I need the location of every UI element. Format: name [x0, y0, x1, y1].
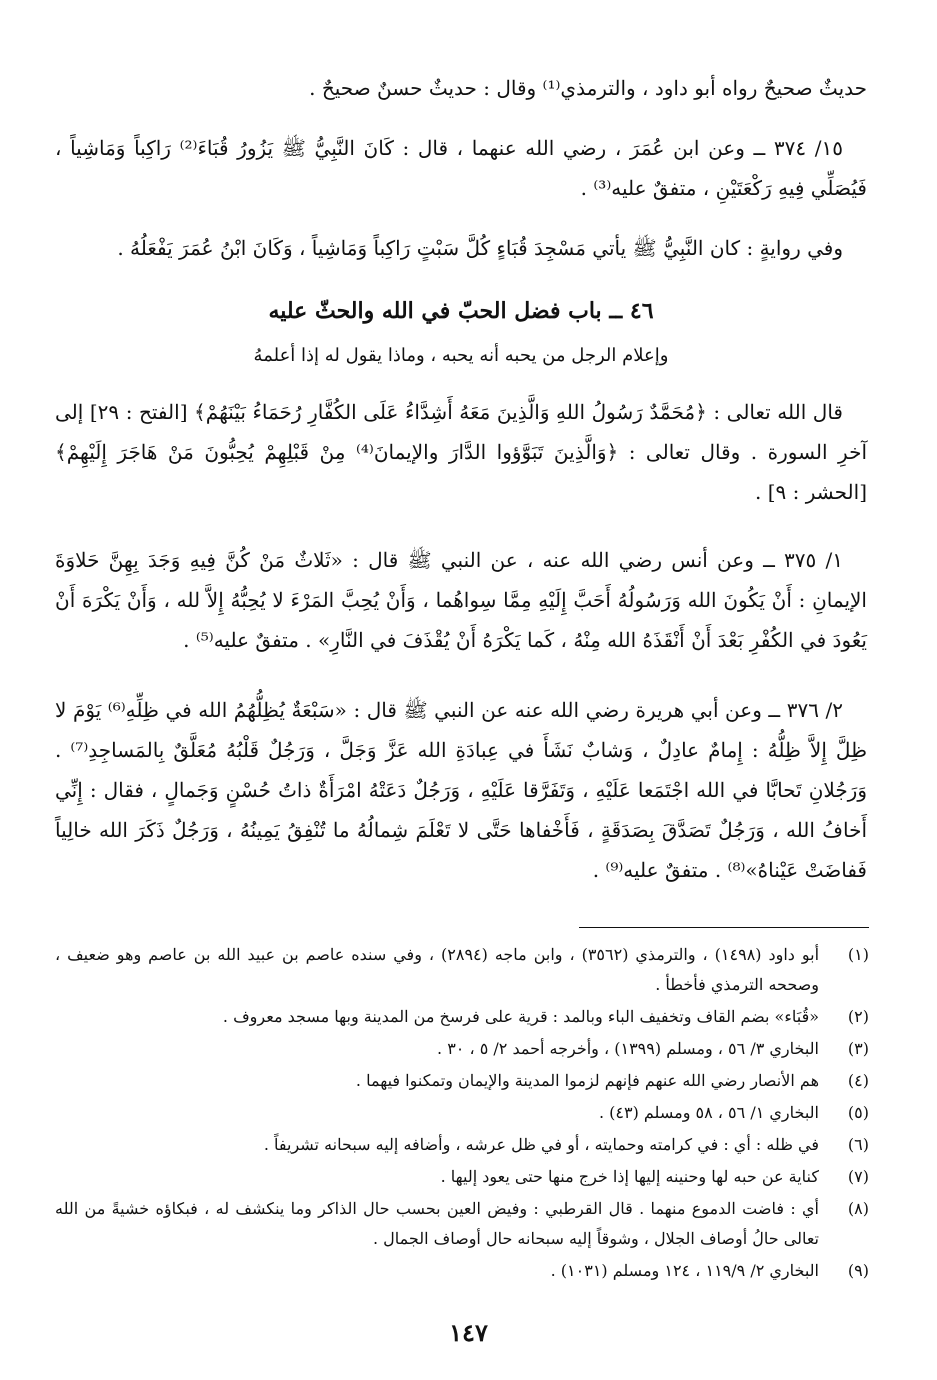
footnote-item [55, 1162, 869, 1192]
footnote-number: (٤) [847, 1071, 869, 1090]
footnote-item [55, 1002, 869, 1032]
footnote-text: البخاري ٣/ ٥٦ ، ومسلم (١٣٩٩) ، وأخرجه أحمد ٢/ ٥ ، ٣٠ . [437, 1039, 819, 1058]
footnote-text: في ظله : أي : في كرامته وحمايته ، أو في ظل عرشه ، وأضافه إليه سبحانه تشريفاً . [263, 1135, 819, 1154]
footnote-text: هم الأنصار رضي الله عنهم فإنهم لزموا المدينة والإيمان وتمكنوا فيهما . [355, 1071, 819, 1090]
footnote-item [55, 1256, 869, 1286]
footnote-number: (٨) [847, 1199, 869, 1218]
footnote-number: (٢) [847, 1007, 869, 1026]
footnote-text: كناية عن حبه لها وحنينه إليها إذا خرج منها حتى يعود إليها . [440, 1167, 819, 1186]
footnote-number: (٧) [847, 1167, 869, 1186]
footnote-text: أي : فاضت الدموع منهما . قال القرطبي : وفيض العين بحسب حال الذاكر وما ينكشف له ، فبكاؤه خشيةً من الله تعالى حالُ أوصاف الجلال ، وشوقاً إليه سبحانه حال أوصاف الجمال . [55, 1199, 820, 1248]
footnote-item [55, 1066, 869, 1096]
chapter-title: ٤٦ ــ باب فضل الحبّ في الله والحثّ عليه [268, 298, 654, 324]
footnotes [55, 940, 869, 1288]
footnote-divider [579, 927, 869, 928]
footnote-item [55, 940, 869, 1000]
footnote-number: (٦) [847, 1135, 869, 1154]
footnote-item [55, 1034, 869, 1064]
footnote-text: «قُبَاء» بضم القاف وتخفيف الباء وبالمد : قرية على فرسخ من المدينة وبها مسجد معروف . [222, 1007, 819, 1026]
chapter-subtitle: وإعلام الرجل من يحبه أنه يحبه ، وماذا يقول له إذا أعلمهُ [253, 345, 669, 366]
footnote-number: (٥) [847, 1103, 869, 1122]
footnote-item [55, 1194, 869, 1254]
footnote-number: (٣) [847, 1039, 869, 1058]
paragraph-hadith-ending: حديثٌ صحيحٌ رواه أبو داود ، والترمذي⁽¹⁾ وقال : حديثٌ حسنٌ صحيحٌ . [309, 76, 867, 100]
paragraph-hadith-374: ١٥/ ٣٧٤ ــ وعن ابن عُمَرَ ، رضي الله عنهما ، قال : كَانَ النَّبِيُّ ﷺ يَزُورُ قُبَاءَ⁽²⁾ رَاكِباً وَمَاشِياً ، فَيُصَلِّي فِيهِ رَكْعَتَيْنِ ، متفقٌ عليه⁽³⁾ . [55, 136, 867, 200]
footnote-item [55, 1130, 869, 1160]
footnote-text: البخاري ٢/ ١١٩/٩ ، ١٢٤ ومسلم (١٠٣١) . [550, 1261, 819, 1280]
footnote-text: البخاري ١/ ٥٦ ، ٥٨ ومسلم (٤٣) . [598, 1103, 819, 1122]
footnote-text: أبو داود (١٤٩٨) ، والترمذي (٣٥٦٢) ، وابن ماجه (٢٨٩٤) ، وفي سنده عاصم بن عبيد الله بن عاصم وهو ضعيف ، وصححه الترمذي فأخطأ . [55, 945, 820, 994]
paragraph-hadith-375: ١/ ٣٧٥ ــ وعن أنس رضي الله عنه ، عن النبي ﷺ قال : «ثَلاثٌ مَنْ كُنَّ فِيهِ وَجَدَ بِهِنَّ حَلاوَةَ الإيمانِ : أَنْ يَكُونَ الله وَرَسُولُهُ أَحَبَّ إِلَيْهِ مِمَّا سِواهُما ، وَأَنْ يُحِبَّ المَرْءَ لا يُحِبُّهُ إِلاَّ لله ، وَأَنْ يَكْرَهَ أَنْ يَعُودَ في الكُفْرِ بَعْدَ أَنْ أَنْقَذَهُ الله مِنْهُ ، كَما يَكْرَهُ أَنْ يُقْذَفَ في النَّارِ» . متفقٌ عليه⁽⁵⁾ . [55, 548, 867, 652]
footnote-item [55, 1098, 869, 1128]
paragraph-narration: وفي روايةٍ : كان النَّبِيُّ ﷺ يأتي مَسْجِدَ قُبَاءٍ كُلَّ سَبْتٍ رَاكِباً وَمَاشِياً ، وَكَانَ ابْنُ عُمَرَ يَفْعَلُهُ . [117, 236, 843, 260]
footnote-number: (١) [847, 945, 869, 964]
page-number: ١٤٧ [449, 1318, 488, 1347]
paragraph-hadith-376: ٢/ ٣٧٦ ــ وعن أبي هريرة رضي الله عنه عن النبي ﷺ قال : «سَبْعَةٌ يُظِلُّهُمُ الله في ظِلِّهِ⁽⁶⁾ يَوْمَ لا ظِلَّ إِلاَّ ظِلُّهُ : إِمامٌ عادِلٌ ، وَشابٌ نَشَأَ في عِبادَةِ الله عَزَّ وَجَلَّ ، وَرَجُلٌ قَلْبُهُ مُعَلَّقٌ بِالمَساجِدِ⁽⁷⁾ . وَرَجُلانِ تَحابَّا في الله اجْتَمَعا عَلَيْهِ ، وَتَفَرَّقا عَلَيْهِ ، وَرَجُلٌ دَعَتْهُ امْرَأَةٌ ذاتُ حُسْنٍ وَجَمالٍ ، فقال : إِنِّي أَخافُ الله ، وَرَجُلٌ تَصَدَّقَ بِصَدَقَةٍ ، فَأَخْفاها حَتَّى لا تَعْلَمَ شِمالُهُ ما تُنْفِقُ يَمِينُهُ ، وَرَجُلٌ ذَكَرَ الله خالِياً فَفاضَتْ عَيْناهُ»⁽⁸⁾ . متفقٌ عليه⁽⁹⁾ . [55, 698, 867, 882]
paragraph-quran-verses: قال الله تعالى : ﴿مُحَمَّدٌ رَسُولُ اللهِ وَالَّذِينَ مَعَهُ أَشِدَّاءُ عَلَى الكُفَّارِ رُحَمَاءُ بَيْنَهُمْ﴾ [الفتح : ٢٩] إلى آخرِ السورة . وقال تعالى : ﴿وَالَّذِينَ تَبَوَّؤوا الدَّارَ والإيمانَ⁽⁴⁾ مِنْ قَبْلِهِمْ يُحِبُّونَ مَنْ هَاجَرَ إِلَيْهِمْ﴾ [الحشر : ٩] . [55, 400, 868, 504]
footnote-number: (٩) [847, 1261, 869, 1280]
